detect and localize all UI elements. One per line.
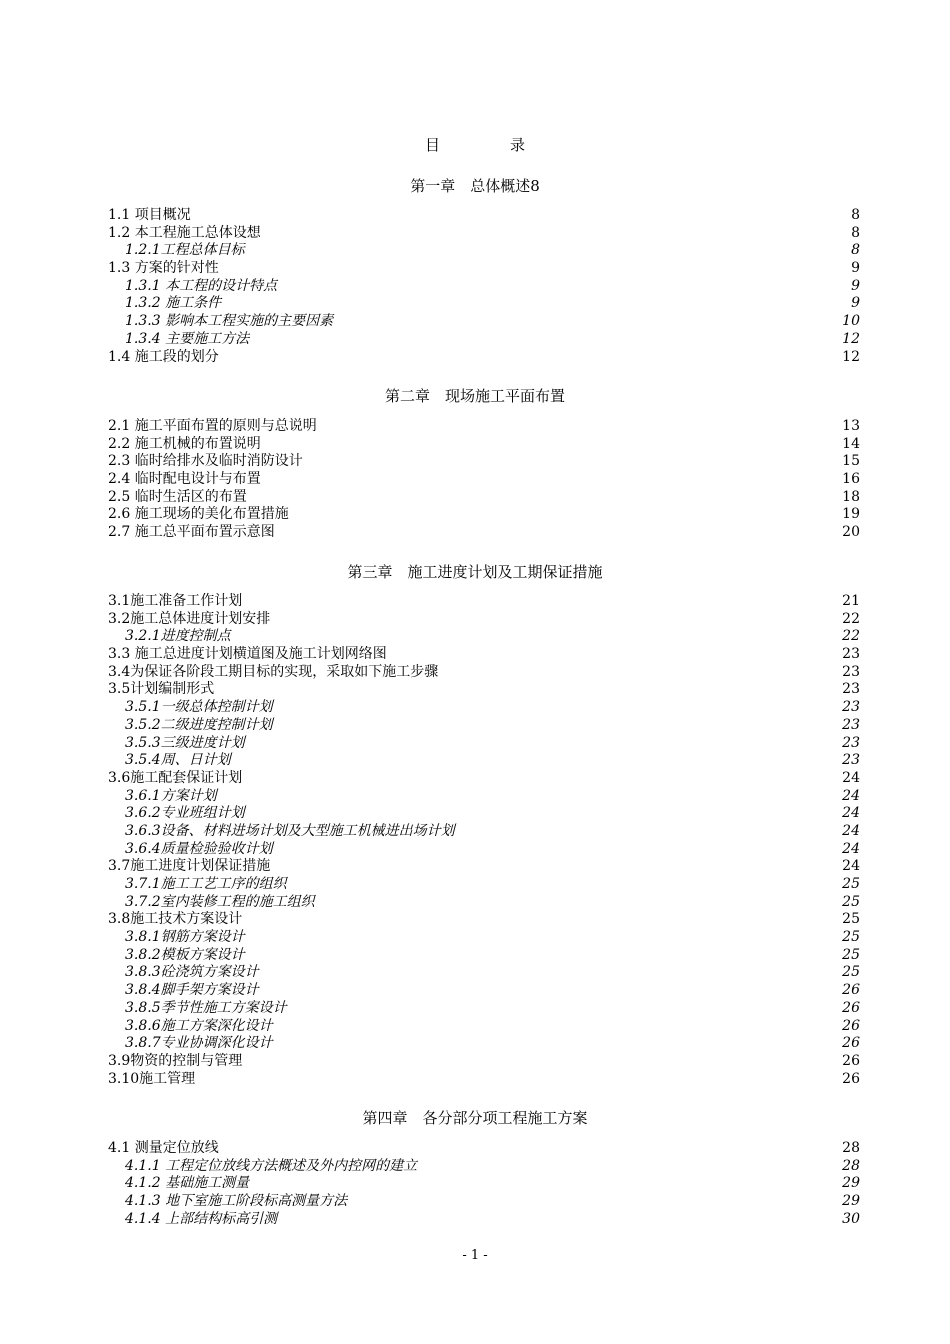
toc-entry-page: 26 (842, 999, 860, 1016)
toc-entry-page: 29 (842, 1175, 860, 1192)
toc-entry[interactable] (108, 418, 860, 436)
toc-entry-page: 23 (842, 716, 860, 733)
toc-entry-page: 24 (842, 858, 860, 875)
toc-section (108, 207, 860, 366)
toc-entry-label: 3.9物资的控制与管理 (108, 1052, 243, 1069)
chapter-heading: 第二章 现场施工平面布置 (384, 387, 565, 405)
toc-entry-page: 24 (842, 769, 860, 786)
toc-entry-page: 8 (851, 207, 860, 223)
toc-subentry[interactable] (108, 628, 860, 646)
toc-subentry[interactable] (108, 929, 860, 947)
toc-entry-label: 3.1施工准备工作计划 (108, 593, 243, 609)
toc-entry-label: 3.8.3砼浇筑方案设计 (125, 964, 259, 981)
toc-entry-page: 13 (842, 418, 860, 434)
toc-entry-page: 25 (842, 911, 860, 928)
toc-entry-page: 23 (842, 646, 860, 663)
toc-subentry[interactable] (108, 841, 860, 859)
toc-entry-label: 3.5计划编制形式 (108, 681, 215, 698)
toc-entry-label: 3.4为保证各阶段工期目标的实现，采取如下施工步骤 (108, 663, 439, 680)
toc-entry[interactable] (108, 611, 860, 629)
toc-entry-page: 26 (842, 1052, 860, 1069)
toc-entry-label: 3.10施工管理 (108, 1070, 196, 1087)
toc-entry-page: 23 (842, 699, 860, 716)
toc-entry-page: 25 (842, 893, 860, 910)
toc-entry-page: 26 (842, 982, 860, 999)
toc-entry-label: 3.7施工进度计划保证措施 (108, 858, 271, 875)
toc-entry-label: 4.1 测量定位放线 (108, 1140, 219, 1156)
toc-entry[interactable] (108, 436, 860, 454)
toc-entry-label: 4.1.1 工程定位放线方法概述及外内控网的建立 (125, 1157, 418, 1174)
toc-entry[interactable] (108, 349, 860, 367)
toc-subentry[interactable] (108, 947, 860, 965)
toc-entry-label: 3.8.1钢筋方案设计 (125, 929, 245, 946)
toc-entry-page: 8 (851, 224, 860, 241)
toc-entry-label: 1.4 施工段的划分 (108, 348, 219, 365)
toc-title (0, 134, 950, 155)
toc-entry-label: 1.2.1工程总体目标 (125, 242, 245, 259)
toc-entry-page: 9 (851, 260, 860, 277)
toc-subentry[interactable] (108, 1000, 860, 1018)
toc-entry-page: 24 (842, 822, 860, 839)
toc-entry-page: 12 (842, 348, 860, 365)
toc-entry-label: 3.8.4脚手架方案设计 (125, 982, 259, 999)
toc-entry-page: 29 (842, 1193, 860, 1210)
toc-subentry[interactable] (108, 1175, 860, 1193)
toc-entry-label: 1.2 本工程施工总体设想 (108, 224, 261, 241)
page-number: - 1 - (462, 1248, 488, 1263)
toc-entry[interactable] (108, 770, 860, 788)
toc-entry-label: 3.6.3设备、材料进场计划及大型施工机械进出场计划 (125, 822, 455, 839)
toc-entry-page: 22 (842, 628, 860, 645)
toc-entry-label: 3.3 施工总进度计划横道图及施工计划网络图 (108, 646, 387, 663)
toc-entry[interactable] (108, 524, 860, 542)
toc-entry-page: 22 (842, 610, 860, 627)
toc-entry-page: 24 (842, 840, 860, 857)
toc-entry-label: 1.3.1 本工程的设计特点 (125, 277, 278, 294)
toc-entry-label: 3.7.1施工工艺工序的组织 (125, 876, 287, 892)
toc-subentry[interactable] (108, 1193, 860, 1211)
toc-entry-page: 23 (842, 681, 860, 698)
toc-subentry[interactable] (108, 805, 860, 823)
toc-subentry[interactable] (108, 735, 860, 753)
toc-section (108, 1140, 860, 1228)
toc-entry[interactable] (108, 453, 860, 471)
toc-entry-page: 23 (842, 663, 860, 680)
toc-entry-label: 3.8.2模板方案设计 (125, 946, 245, 963)
toc-section (108, 593, 860, 1088)
chapter-heading: 第四章 各分部分项工程施工方案 (362, 1109, 588, 1127)
toc-entry[interactable] (108, 664, 860, 682)
toc-entry-page: 16 (842, 471, 860, 488)
toc-subentry[interactable] (108, 1018, 860, 1036)
toc-entry-page: 19 (842, 506, 860, 523)
toc-entry-page: 24 (842, 805, 860, 822)
toc-entry-label: 3.5.2二级进度控制计划 (125, 716, 273, 733)
toc-entry-page: 8 (851, 242, 860, 259)
toc-subentry[interactable] (108, 295, 860, 313)
toc-subentry[interactable] (108, 894, 860, 912)
toc-entry-label: 2.1 施工平面布置的原则与总说明 (108, 418, 317, 434)
toc-entry[interactable] (108, 593, 860, 611)
toc-entry[interactable] (108, 1140, 860, 1158)
toc-entry-label: 3.5.3三级进度计划 (125, 734, 245, 751)
toc-entry[interactable] (108, 471, 860, 489)
toc-subentry[interactable] (108, 752, 860, 770)
toc-entry[interactable] (108, 858, 860, 876)
toc-entry-page: 12 (842, 330, 860, 347)
toc-subentry[interactable] (108, 1211, 860, 1229)
toc-entry[interactable] (108, 1053, 860, 1071)
toc-entry-page: 26 (842, 1017, 860, 1034)
toc-entry-label: 1.3 方案的针对性 (108, 260, 219, 277)
toc-entry[interactable] (108, 911, 860, 929)
toc-entry-label: 1.3.4 主要施工方法 (125, 330, 250, 347)
toc-entry-page: 9 (851, 277, 860, 294)
toc-subentry[interactable] (108, 1035, 860, 1053)
toc-entry-page: 15 (842, 453, 860, 470)
toc-entry-label: 3.2.1进度控制点 (125, 628, 231, 645)
toc-entry-page: 30 (842, 1210, 860, 1227)
toc-entry-page: 26 (842, 1035, 860, 1052)
toc-subentry[interactable] (108, 964, 860, 982)
toc-entry-label: 2.3 临时给排水及临时消防设计 (108, 453, 303, 470)
toc-entry-label: 3.6.2专业班组计划 (125, 805, 245, 822)
toc-entry-label: 3.8.6施工方案深化设计 (125, 1017, 273, 1034)
toc-entry-label: 3.6.1方案计划 (125, 787, 217, 804)
toc-entry[interactable] (108, 225, 860, 243)
toc-entry-page: 26 (842, 1070, 860, 1087)
toc-entry-page: 28 (842, 1140, 860, 1156)
toc-entry-page: 23 (842, 752, 860, 769)
toc-entry[interactable] (108, 207, 860, 225)
toc-entry-label: 2.6 施工现场的美化布置措施 (108, 506, 289, 523)
toc-entry-label: 3.2施工总体进度计划安排 (108, 610, 271, 627)
toc-entry-label: 3.8施工技术方案设计 (108, 911, 243, 928)
toc-entry-page: 25 (842, 946, 860, 963)
toc-entry-page: 25 (842, 876, 860, 892)
toc-entry-label: 3.8.5季节性施工方案设计 (125, 999, 287, 1016)
toc-entry-label: 2.7 施工总平面布置示意图 (108, 524, 275, 541)
toc-entry-label: 1.1 项目概况 (108, 207, 191, 223)
toc-subentry[interactable] (108, 876, 860, 894)
toc-entry-page: 18 (842, 488, 860, 505)
toc-entry-page: 9 (851, 295, 860, 312)
toc-entry-label: 2.5 临时生活区的布置 (108, 488, 247, 505)
toc-entry-label: 3.6.4质量检验验收计划 (125, 840, 273, 857)
toc-section (108, 418, 860, 542)
toc-subentry[interactable] (108, 313, 860, 331)
toc-subentry[interactable] (108, 331, 860, 349)
chapter-heading: 第三章 施工进度计划及工期保证措施 (347, 563, 603, 581)
toc-subentry[interactable] (108, 1158, 860, 1176)
toc-entry-page: 25 (842, 929, 860, 946)
toc-subentry[interactable] (108, 717, 860, 735)
toc-entry[interactable] (108, 489, 860, 507)
toc-entry-label: 1.3.2 施工条件 (125, 295, 222, 312)
toc-subentry[interactable] (108, 788, 860, 806)
toc-entry-label: 3.7.2室内装修工程的施工组织 (125, 893, 315, 910)
toc-entry[interactable] (108, 260, 860, 278)
toc-entry-label: 1.3.3 影响本工程实施的主要因素 (125, 313, 334, 330)
toc-subentry[interactable] (108, 982, 860, 1000)
toc-entry[interactable] (108, 681, 860, 699)
toc-entry[interactable] (108, 506, 860, 524)
toc-subentry[interactable] (108, 699, 860, 717)
toc-entry-label: 2.2 施工机械的布置说明 (108, 435, 261, 452)
toc-entry-label: 4.1.3 地下室施工阶段标高测量方法 (125, 1193, 348, 1210)
toc-entry-page: 10 (842, 313, 860, 330)
toc-entry-label: 3.6施工配套保证计划 (108, 769, 243, 786)
toc-entry[interactable] (108, 646, 860, 664)
toc-entry-page: 28 (842, 1157, 860, 1174)
toc-entry-page: 25 (842, 964, 860, 981)
toc-entry-label: 4.1.4 上部结构标高引测 (125, 1210, 278, 1227)
toc-entry-label: 2.4 临时配电设计与布置 (108, 471, 261, 488)
toc-subentry[interactable] (108, 278, 860, 296)
toc-entry-label: 3.8.7专业协调深化设计 (125, 1035, 273, 1052)
toc-entry-page: 21 (842, 593, 860, 609)
toc-title-right: 录 (510, 136, 526, 154)
toc-subentry[interactable] (108, 242, 860, 260)
toc-entry-page: 23 (842, 734, 860, 751)
toc-subentry[interactable] (108, 823, 860, 841)
toc-entry-label: 4.1.2 基础施工测量 (125, 1175, 250, 1192)
toc-entry-page: 14 (842, 435, 860, 452)
toc-entry[interactable] (108, 1071, 860, 1089)
toc-entry-label: 3.5.4周、日计划 (125, 752, 231, 769)
toc-title-left: 目 (424, 136, 440, 154)
toc-entry-label: 3.5.1一级总体控制计划 (125, 699, 273, 716)
toc-entry-page: 20 (842, 524, 860, 541)
toc-entry-page: 24 (842, 787, 860, 804)
chapter-heading: 第一章 总体概述8 (410, 177, 540, 195)
